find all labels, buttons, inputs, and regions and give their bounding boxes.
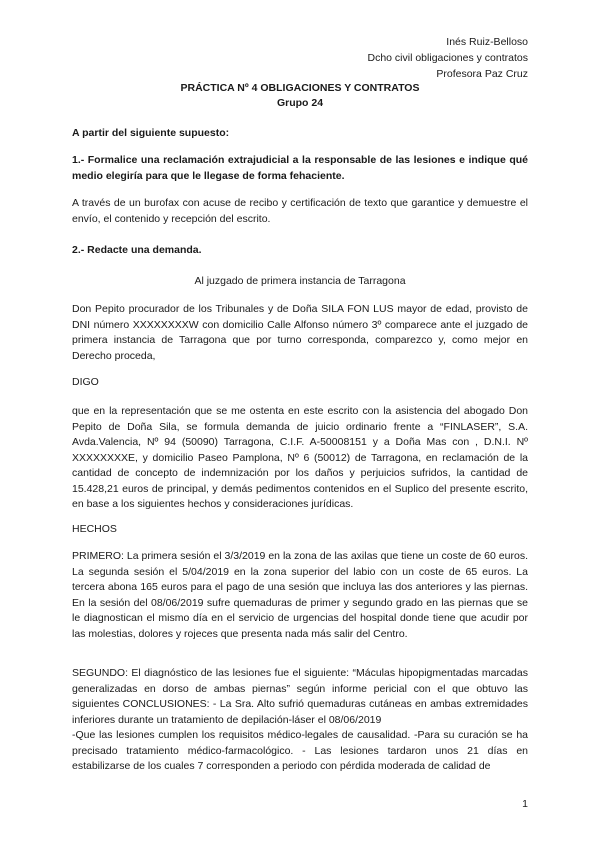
answer-1: A través de un burofax con acuse de recibo y certificación de texto que garantice y demuestre el envío, el contenido y recepción del escrito. [72, 197, 528, 225]
document-title: PRÁCTICA Nº 4 OBLIGACIONES Y CONTRATOS [180, 82, 420, 94]
fact-primero: PRIMERO: La primera sesión el 3/3/2019 en la zona de las axilas que tiene un coste de 60 euros. La segunda sesión el 5/04/2019 en la zona superior del labio con un coste de 65 euros. La tercera abona 165 euros para el pago de una sesión que incluya las dos anteriores y las piernas. En la sesión del 08/06/2019 sufre quemaduras de primer y segundo grado en las piernas que se le diagnostican el mismo día en el servicio de urgencias del hospital donde tiene que acudir por las molestias, dolores y rojeces que presenta nada más salir del Centro. [72, 550, 528, 640]
question-2: 2.- Redacte una demanda. [72, 244, 202, 256]
claim-paragraph: que en la representación que se me ostenta en este escrito con la asistencia del abogado Don Pepito de Doña Sila, se formula demanda de juicio ordinario frente a “FINLASER”, S.A. Avda.Valencia, Nº 94 (50090) Tarragona, C.I.F. A-50008151 y a Doña Mas con , D.N.I. Nº XXXXXXXXE, y domicilio Paseo Pamplona, Nº 6 (50012) de Tarragona, en reclamación de la cantidad de concepto de indemnización por los daños y perjuicios sufridos, la cantidad de 15.428,21 euros de principal, y demás pedimentos contenidos en el Suplico del presente escrito, en base a los siguientes hechos y consideraciones jurídicas. [72, 405, 528, 510]
course-name: Dcho civil obligaciones y contratos [367, 52, 528, 64]
professor-name: Profesora Paz Cruz [436, 68, 528, 80]
fact-segundo-continued: -Que las lesiones cumplen los requisitos médico-legales de causalidad. -Para su curación se ha precisado tratamiento médico-farmacológico. - Las lesiones tardaron unos 21 días en estabilizarse de los cuales 7 corresponden a periodo con pérdida moderada de calidad de [72, 729, 528, 772]
hechos-heading: HECHOS [72, 523, 117, 535]
opening-paragraph: Don Pepito procurador de los Tribunales y de Doña SILA FON LUS mayor de edad, provisto de DNI número XXXXXXXXW con domicilio Calle Alfonso número 3º comparece ante el juzgado de primera instancia de Tarragona que por turno corresponda, comparezco y, como mejor en Derecho proceda, [72, 303, 528, 362]
group-label: Grupo 24 [276, 97, 324, 109]
intro-heading: A partir del siguiente supuesto: [72, 127, 230, 139]
page-number: 1 [522, 798, 528, 810]
digo-heading: DIGO [72, 376, 99, 388]
question-1: 1.- Formalice una reclamación extrajudicial a la responsable de las lesiones e indique qué medio elegiría para que le llegase de forma fehaciente. [72, 154, 528, 182]
court-heading: Al juzgado de primera instancia de Tarragona [194, 275, 406, 287]
author-name: Inés Ruiz-Belloso [446, 36, 528, 48]
fact-segundo: SEGUNDO: El diagnóstico de las lesiones fue el siguiente: “Máculas hipopigmentadas marcadas generalizadas en dorso de ambas piernas” según informe pericial con el que obtuvo las siguientes CONCLUSIONES: - La Sra. Alto sufrió quemaduras cutáneas en ambas extremidades inferiores durante un tratamiento de depilación-láser el 08/06/2019 [72, 667, 528, 726]
